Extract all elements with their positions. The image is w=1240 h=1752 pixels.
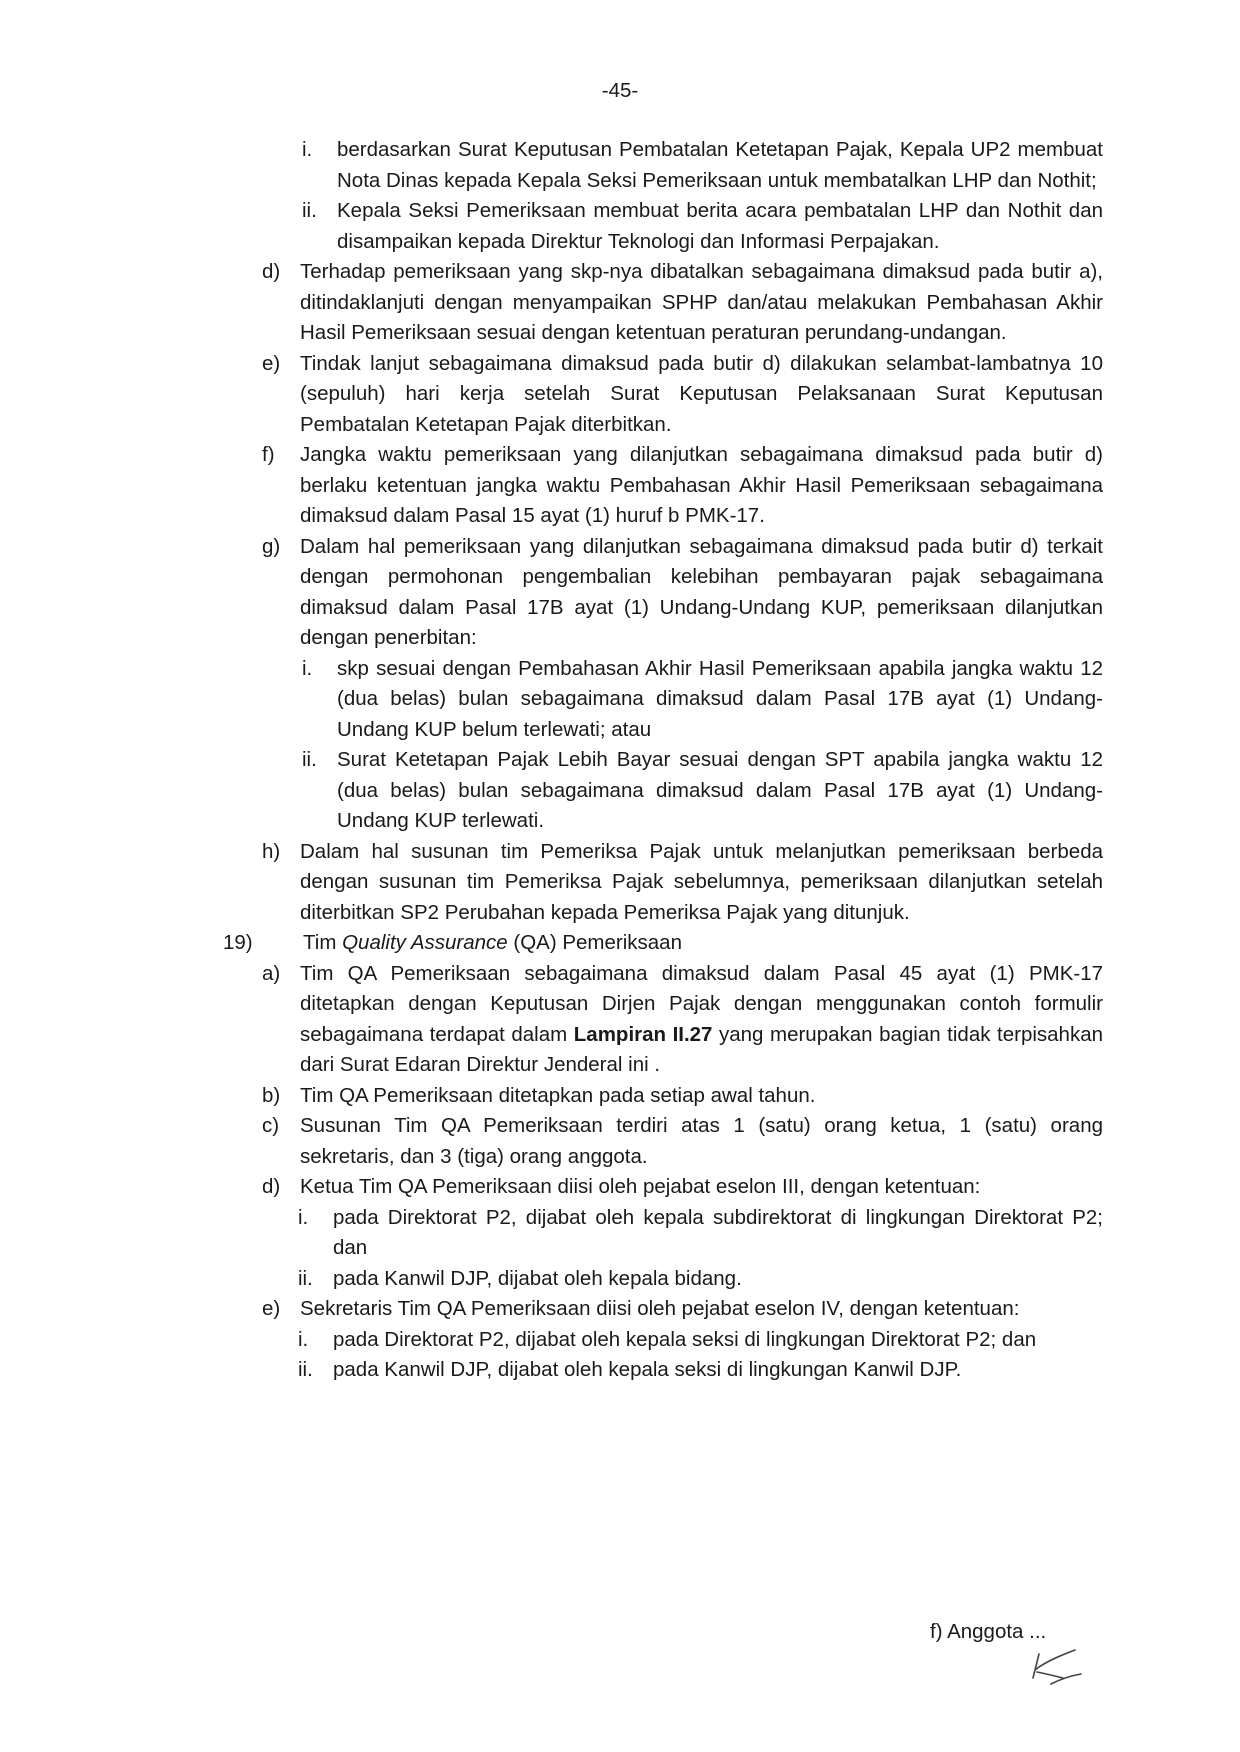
list-item-19-c <box>0 1111 1240 1172</box>
list-item-g-ii <box>0 745 1240 837</box>
list-text-part: Tim QA Pemeriksaan sebagaimana dimaksud dalam Pasal 45 ayat (1) PMK-17 ditetapkan dengan Keputusan Dirjen Pajak dengan menggunakan contoh formulir sebagaimana terdapat dalam <box>300 961 1103 1046</box>
list-text: Tindak lanjut sebagaimana dimaksud pada butir d) dilakukan selambat-lambatnya 10 (sepuluh) hari kerja setelah Surat Keputusan Pelaksanaan Surat Keputusan Pembatalan Ketetapan Pajak diterbitkan. <box>300 351 1103 436</box>
list-marker: i. <box>298 1205 309 1229</box>
list-text: Sekretaris Tim QA Pemeriksaan diisi oleh pejabat eselon IV, dengan ketentuan: <box>300 1297 1020 1320</box>
section-number: 19) <box>223 931 253 954</box>
list-text: pada Kanwil DJP, dijabat oleh kepala seksi di lingkungan Kanwil DJP. <box>333 1358 962 1381</box>
list-marker: i. <box>298 1327 309 1351</box>
list-marker: ii. <box>298 1266 313 1290</box>
continuation-reference: f) Anggota ... <box>930 1620 1047 1643</box>
list-marker: e) <box>262 351 281 375</box>
list-item-19-d-i <box>0 1203 1240 1264</box>
list-marker: c) <box>262 1114 280 1137</box>
list-text: skp sesuai dengan Pembahasan Akhir Hasil Pemeriksaan apabila jangka waktu 12 (dua belas) bulan sebagaimana dimaksud dalam Pasal 17B ayat (1) Undang-Undang KUP belum terlewati; atau <box>337 656 1103 741</box>
list-item-19-a <box>0 959 1240 1081</box>
section-title <box>303 928 1103 959</box>
list-item-c-ii <box>0 196 1240 257</box>
list-item-19-b <box>0 1081 1240 1112</box>
list-marker: i. <box>302 138 313 161</box>
list-text: Susunan Tim QA Pemeriksaan terdiri atas 1 (satu) orang ketua, 1 (satu) orang sekretaris, dan 3 (tiga) orang anggota. <box>300 1114 1103 1168</box>
list-text-part: yang merupakan bagian tidak terpisahkan dari Surat Edaran Direktur Jenderal ini . <box>300 1022 1103 1076</box>
list-marker: e) <box>262 1297 281 1320</box>
list-text: pada Direktorat P2, dijabat oleh kepala subdirektorat di lingkungan Direktorat P2; dan <box>333 1205 1103 1259</box>
section-19-heading <box>0 928 1240 959</box>
list-item-19-d-ii <box>0 1264 1240 1295</box>
list-item-e <box>0 349 1240 441</box>
list-item-19-e-i <box>0 1325 1240 1356</box>
list-text: Ketua Tim QA Pemeriksaan diisi oleh pejabat eselon III, dengan ketentuan: <box>300 1175 981 1198</box>
list-text <box>300 959 1103 1081</box>
attachment-reference: Lampiran II.27 <box>573 1022 713 1046</box>
list-item-19-d <box>0 1172 1240 1203</box>
section-title-part: Tim <box>303 931 343 954</box>
list-item-g-i <box>0 654 1240 746</box>
list-text: Tim QA Pemeriksaan ditetapkan pada setiap awal tahun. <box>300 1083 816 1107</box>
section-title-italic: Quality Assurance <box>342 931 508 954</box>
list-text: Jangka waktu pemeriksaan yang dilanjutkan sebagaimana dimaksud pada butir d) berlaku ketentuan jangka waktu Pembahasan Akhir Hasil Pemeriksaan sebagaimana dimaksud dalam Pasal 15 ayat (1) huruf b PMK-17. <box>300 443 1103 527</box>
list-item-d <box>0 257 1240 349</box>
list-text: pada Direktorat P2, dijabat oleh kepala seksi di lingkungan Direktorat P2; dan <box>333 1327 1037 1351</box>
list-text: Terhadap pemeriksaan yang skp-nya dibatalkan sebagaimana dimaksud pada butir a), ditindaklanjuti dengan menyampaikan SPHP dan/atau melakukan Pembahasan Akhir Hasil Pemeriksaan sesuai dengan ketentuan peraturan perundang-undangan. <box>300 260 1103 344</box>
list-text: pada Kanwil DJP, dijabat oleh kepala bidang. <box>333 1266 742 1290</box>
list-marker: f) <box>262 443 275 466</box>
list-marker: a) <box>262 961 281 985</box>
list-marker: d) <box>262 1175 281 1198</box>
list-marker: ii. <box>302 199 317 222</box>
list-marker: ii. <box>302 748 317 771</box>
initial-signature-icon <box>1025 1644 1085 1690</box>
document-body <box>0 135 1240 1386</box>
list-text: Dalam hal susunan tim Pemeriksa Pajak untuk melanjutkan pemeriksaan berbeda dengan susunan tim Pemeriksa Pajak sebelumnya, pemeriksaan dilanjutkan setelah diterbitkan SP2 Perubahan kepada Pemeriksa Pajak yang ditunjuk. <box>300 839 1103 924</box>
list-marker: i. <box>302 656 313 680</box>
list-item-19-e <box>0 1294 1240 1325</box>
list-marker: ii. <box>298 1358 313 1381</box>
list-marker: b) <box>262 1083 281 1107</box>
list-item-f <box>0 440 1240 532</box>
list-text: Dalam hal pemeriksaan yang dilanjutkan sebagaimana dimaksud pada butir d) terkait dengan permohonan pengembalian kelebihan pembayaran pajak sebagaimana dimaksud dalam Pasal 17B ayat (1) Undang-Undang KUP, pemeriksaan dilanjutkan dengan penerbitan: <box>300 534 1103 649</box>
list-item-h <box>0 837 1240 929</box>
list-marker: g) <box>262 534 281 558</box>
list-item-c-i <box>0 135 1240 196</box>
list-item-19-e-ii <box>0 1355 1240 1386</box>
list-item-g <box>0 532 1240 654</box>
list-text: Surat Ketetapan Pajak Lebih Bayar sesuai dengan SPT apabila jangka waktu 12 (dua belas) bulan sebagaimana dimaksud dalam Pasal 17B ayat (1) Undang-Undang KUP terlewati. <box>337 748 1103 832</box>
list-text: berdasarkan Surat Keputusan Pembatalan Ketetapan Pajak, Kepala UP2 membuat Nota Dinas kepada Kepala Seksi Pemeriksaan untuk membatalkan LHP dan Nothit; <box>337 138 1103 192</box>
list-marker: d) <box>262 260 281 283</box>
list-marker: h) <box>262 839 281 863</box>
page-number: -45- <box>601 79 639 102</box>
list-text: Kepala Seksi Pemeriksaan membuat berita acara pembatalan LHP dan Nothit dan disampaikan kepada Direktur Teknologi dan Informasi Perpajakan. <box>337 199 1103 253</box>
section-title-part: (QA) Pemeriksaan <box>507 931 682 954</box>
